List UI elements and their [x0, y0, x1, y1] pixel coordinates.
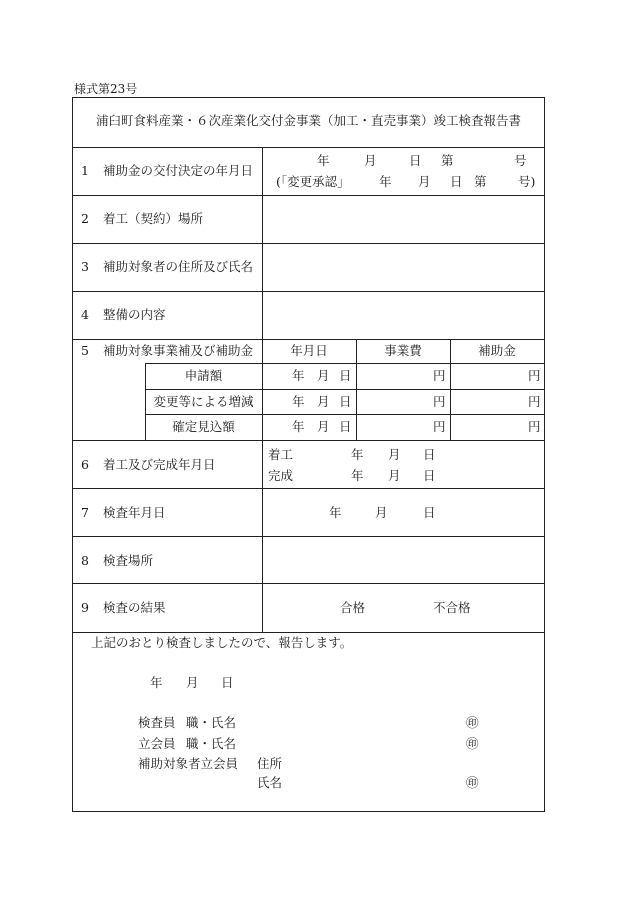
- row-label: 検査場所: [103, 553, 154, 568]
- month-label: 月: [364, 153, 377, 168]
- divider: [73, 440, 544, 441]
- row-label: 着工（契約）場所: [103, 211, 204, 226]
- divider: [145, 414, 544, 415]
- divider: [73, 195, 544, 196]
- row-number: 4: [81, 307, 89, 322]
- inspector-label: 検査員: [138, 715, 176, 730]
- witness-label: 立会員: [138, 736, 176, 751]
- form-title: 浦臼町食料産業・６次産業化交付金事業（加工・直売事業）竣工検査報告書: [95, 113, 521, 128]
- month-label: 月: [388, 468, 401, 483]
- divider: [145, 363, 544, 364]
- divider: [73, 536, 544, 537]
- date-column-header: 年月日: [290, 343, 328, 358]
- yen-unit: 円: [528, 394, 541, 409]
- seal-mark: ㊞: [466, 775, 479, 790]
- divider: [145, 389, 544, 390]
- year-label: 年: [379, 174, 392, 189]
- row-number: 7: [81, 505, 89, 520]
- fail-label: 不合格: [433, 600, 471, 615]
- row-label: 検査年月日: [103, 505, 166, 520]
- yen-unit: 円: [528, 419, 541, 434]
- number-prefix: 第: [441, 153, 454, 168]
- row-number: 6: [81, 457, 89, 472]
- row-label: 補助対象者の住所及び氏名: [103, 259, 254, 274]
- day-label: 日: [423, 447, 436, 462]
- pass-label: 合格: [340, 600, 366, 615]
- divider: [73, 243, 544, 244]
- finish-label: 完成: [268, 468, 294, 483]
- divider: [73, 488, 544, 489]
- name-label: 氏名: [257, 775, 283, 790]
- divider: [262, 440, 263, 632]
- inspection-report-form: [72, 97, 545, 812]
- day-label: 日: [409, 153, 422, 168]
- form-number: 様式第23号: [74, 82, 138, 96]
- row-number: 9: [81, 600, 89, 615]
- seal-mark: ㊞: [466, 715, 479, 730]
- divider: [73, 147, 544, 148]
- day-label: 日: [423, 505, 436, 520]
- day-label: 日: [423, 468, 436, 483]
- number-suffix: 号: [514, 153, 527, 168]
- divider: [73, 339, 544, 340]
- row-number: 2: [81, 211, 89, 226]
- month-label: 月: [186, 675, 199, 690]
- month-label: 月: [317, 394, 330, 409]
- divider: [73, 583, 544, 584]
- row-number: 1: [81, 163, 89, 178]
- yen-unit: 円: [433, 419, 446, 434]
- change-approval-label: (「変更承認」: [276, 174, 350, 189]
- row-label: 補助対象事業補及び補助金: [103, 343, 254, 358]
- year-label: 年: [351, 447, 364, 462]
- subsidy-column-header: 補助金: [478, 343, 516, 358]
- row-label: 検査の結果: [103, 600, 166, 615]
- day-label: 日: [339, 368, 352, 383]
- yen-unit: 円: [528, 368, 541, 383]
- start-label: 着工: [268, 447, 294, 462]
- row-label: 補助金の交付決定の年月日: [103, 163, 254, 178]
- divider: [73, 632, 544, 633]
- subrow-label: 確定見込額: [172, 419, 235, 434]
- divider: [73, 291, 544, 292]
- position-name-label: 職・氏名: [186, 715, 237, 730]
- subrow-label: 変更等による増減: [153, 394, 254, 409]
- number-suffix: 号): [518, 174, 536, 189]
- year-label: 年: [292, 368, 305, 383]
- month-label: 月: [375, 505, 388, 520]
- position-name-label: 職・氏名: [186, 736, 237, 751]
- row-label: 整備の内容: [103, 307, 166, 322]
- month-label: 月: [317, 368, 330, 383]
- number-prefix: 第: [474, 174, 487, 189]
- year-label: 年: [317, 153, 330, 168]
- yen-unit: 円: [433, 394, 446, 409]
- row-label: 着工及び完成年月日: [103, 457, 216, 472]
- day-label: 日: [339, 394, 352, 409]
- yen-unit: 円: [433, 368, 446, 383]
- year-label: 年: [329, 505, 342, 520]
- day-label: 日: [339, 419, 352, 434]
- year-label: 年: [292, 394, 305, 409]
- subrow-label: 申請額: [184, 368, 223, 383]
- month-label: 月: [418, 174, 431, 189]
- row-number: 5: [81, 343, 89, 358]
- day-label: 日: [450, 174, 463, 189]
- subsidy-witness-label: 補助対象者立会員: [138, 756, 239, 771]
- year-label: 年: [150, 675, 163, 690]
- month-label: 月: [388, 447, 401, 462]
- report-statement: 上記のおとり検査しましたので、報告します。: [91, 635, 353, 650]
- day-label: 日: [221, 675, 234, 690]
- address-label: 住所: [257, 756, 283, 771]
- year-label: 年: [292, 419, 305, 434]
- divider: [262, 147, 263, 339]
- row-number: 3: [81, 259, 89, 274]
- row-number: 8: [81, 553, 89, 568]
- month-label: 月: [317, 419, 330, 434]
- cost-column-header: 事業費: [384, 343, 422, 358]
- seal-mark: ㊞: [466, 736, 479, 751]
- year-label: 年: [351, 468, 364, 483]
